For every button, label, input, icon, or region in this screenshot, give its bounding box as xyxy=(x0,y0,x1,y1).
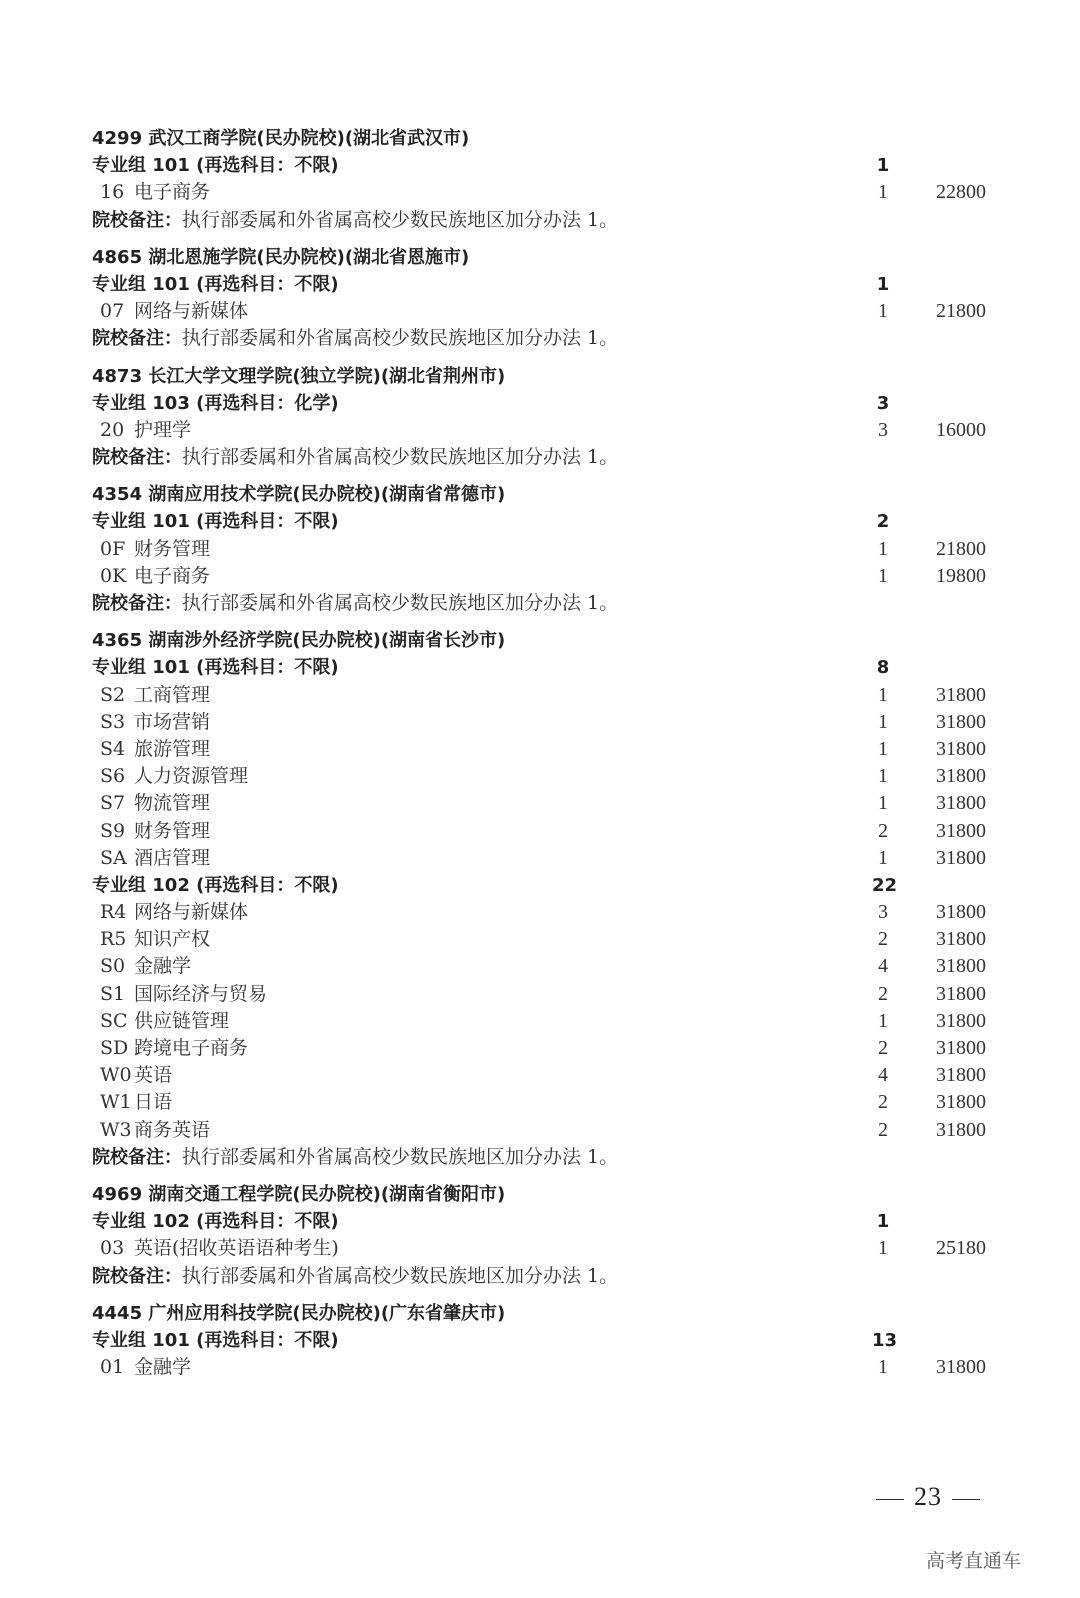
major-code: 03 xyxy=(100,1237,125,1260)
page-number-text: 23 xyxy=(914,1482,942,1511)
group-label: 专业组 101 (再选科目：不限) xyxy=(92,155,339,177)
major-plan-count: 1 xyxy=(878,1356,888,1379)
school-note xyxy=(92,1144,992,1171)
group-plan-count: 22 xyxy=(872,874,898,896)
major-code: 01 xyxy=(100,1356,125,1379)
major-tuition: 25180 xyxy=(936,1237,986,1260)
dash-right xyxy=(952,1499,980,1500)
major-plan-count: 2 xyxy=(878,1118,888,1141)
major-group-row xyxy=(92,271,992,298)
school-block xyxy=(92,627,992,1171)
watermark: 高考直通车 xyxy=(926,1550,1022,1572)
group-plan-count: 8 xyxy=(876,657,890,679)
major-tuition: 31800 xyxy=(936,792,986,815)
major-tuition: 31800 xyxy=(936,1064,986,1087)
major-plan-count: 1 xyxy=(878,792,888,815)
major-tuition: 22800 xyxy=(936,181,986,204)
major-name: 旅游管理 xyxy=(134,737,211,760)
school-note xyxy=(92,207,992,234)
school-block xyxy=(92,481,992,617)
major-plan-count: 1 xyxy=(878,537,888,560)
major-plan-count: 2 xyxy=(878,819,888,842)
group-label: 专业组 101 (再选科目：不限) xyxy=(92,657,339,679)
note-text: 执行部委属和外省属高校少数民族地区加分办法 1。 xyxy=(182,1145,619,1168)
major-name: 财务管理 xyxy=(134,537,211,560)
major-name: 日语 xyxy=(134,1091,173,1114)
note-label: 院校备注： xyxy=(92,209,182,231)
group-plan-count: 2 xyxy=(876,511,890,533)
major-tuition: 31800 xyxy=(936,683,986,706)
note-label: 院校备注： xyxy=(92,328,182,350)
major-row xyxy=(92,818,992,845)
major-tuition: 31800 xyxy=(936,955,986,978)
group-plan-count: 1 xyxy=(876,155,890,177)
school-note xyxy=(92,325,992,352)
major-code: W0 xyxy=(100,1064,132,1087)
major-tuition: 16000 xyxy=(936,418,986,441)
major-row xyxy=(92,736,992,763)
major-tuition: 21800 xyxy=(936,537,986,560)
major-code: S0 xyxy=(100,955,126,978)
note-text: 执行部委属和外省属高校少数民族地区加分办法 1。 xyxy=(182,592,619,614)
school-title: 4354 湖南应用技术学院(民办院校)(湖南省常德市) xyxy=(92,484,506,506)
major-row xyxy=(92,563,992,590)
major-tuition: 31800 xyxy=(936,1091,986,1114)
major-group-row xyxy=(92,1327,992,1354)
major-code: S9 xyxy=(100,819,126,842)
note-label: 院校备注： xyxy=(92,593,182,614)
major-plan-count: 1 xyxy=(878,564,888,587)
major-name: 英语 xyxy=(134,1064,173,1087)
major-tuition: 31800 xyxy=(936,846,986,869)
major-plan-count: 2 xyxy=(878,928,888,951)
major-group-row xyxy=(92,654,992,681)
major-name: 电子商务 xyxy=(134,564,211,587)
major-code: 0F xyxy=(100,537,126,560)
major-tuition: 31800 xyxy=(936,819,986,842)
major-name: 人力资源管理 xyxy=(134,765,249,788)
major-row xyxy=(92,1008,992,1035)
major-name: 网络与新媒体 xyxy=(134,901,249,924)
group-label: 专业组 101 (再选科目：不限) xyxy=(92,511,339,533)
note-text: 执行部委属和外省属高校少数民族地区加分办法 1。 xyxy=(182,1264,619,1287)
major-code: S1 xyxy=(100,982,126,1005)
major-name: 财务管理 xyxy=(134,819,211,842)
major-tuition: 31800 xyxy=(936,1037,986,1059)
school-note xyxy=(92,590,992,617)
major-row xyxy=(92,953,992,980)
major-code: S3 xyxy=(100,710,126,733)
dash-left xyxy=(876,1499,904,1500)
major-code: SA xyxy=(100,846,127,869)
major-row xyxy=(92,1117,992,1144)
school-title: 4365 湖南涉外经济学院(民办院校)(湖南省长沙市) xyxy=(92,630,506,652)
major-row xyxy=(92,417,992,444)
major-plan-count: 1 xyxy=(878,1009,888,1032)
major-row xyxy=(92,298,992,325)
major-row xyxy=(92,682,992,709)
major-plan-count: 1 xyxy=(878,683,888,706)
group-plan-count: 1 xyxy=(876,273,890,295)
major-code: SD xyxy=(100,1037,129,1059)
major-tuition: 31800 xyxy=(936,1118,986,1141)
note-label: 院校备注： xyxy=(92,1146,182,1168)
major-name: 物流管理 xyxy=(134,792,211,815)
note-text: 执行部委属和外省属高校少数民族地区加分办法 1。 xyxy=(182,446,619,469)
major-code: SC xyxy=(100,1009,128,1032)
major-row xyxy=(92,1089,992,1116)
note-label: 院校备注： xyxy=(92,447,182,469)
major-name: 金融学 xyxy=(134,1356,192,1379)
major-row xyxy=(92,790,992,817)
major-code: S6 xyxy=(100,765,126,788)
major-name: 网络与新媒体 xyxy=(134,300,249,323)
group-label: 专业组 101 (再选科目：不限) xyxy=(92,273,339,295)
note-label: 院校备注： xyxy=(92,1265,182,1287)
major-tuition: 31800 xyxy=(936,765,986,788)
major-tuition: 31800 xyxy=(936,710,986,733)
major-plan-count: 1 xyxy=(878,765,888,788)
school-block xyxy=(92,363,992,472)
major-plan-count: 2 xyxy=(878,1091,888,1114)
school-note xyxy=(92,444,992,471)
major-row xyxy=(92,981,992,1008)
major-tuition: 31800 xyxy=(936,901,986,924)
group-label: 专业组 103 (再选科目：化学) xyxy=(92,392,339,414)
major-row xyxy=(92,1354,992,1381)
major-code: R5 xyxy=(100,928,127,951)
major-row xyxy=(92,926,992,953)
major-name: 市场营销 xyxy=(134,710,211,733)
major-tuition: 31800 xyxy=(936,982,986,1005)
page-number xyxy=(866,1482,990,1512)
major-code: 16 xyxy=(100,181,125,204)
major-name: 供应链管理 xyxy=(134,1009,230,1032)
major-name: 跨境电子商务 xyxy=(134,1037,249,1059)
school-title: 4299 武汉工商学院(民办院校)(湖北省武汉市) xyxy=(92,128,470,149)
major-row xyxy=(92,179,992,206)
major-name: 国际经济与贸易 xyxy=(134,982,268,1005)
group-label: 专业组 102 (再选科目：不限) xyxy=(92,874,339,896)
major-plan-count: 4 xyxy=(878,955,888,978)
major-row xyxy=(92,845,992,872)
major-name: 酒店管理 xyxy=(134,846,211,869)
major-code: S2 xyxy=(100,683,126,706)
major-name: 知识产权 xyxy=(134,928,211,951)
major-plan-count: 2 xyxy=(878,1037,888,1059)
major-row xyxy=(92,763,992,790)
major-row xyxy=(92,1062,992,1089)
major-name: 金融学 xyxy=(134,955,192,978)
major-plan-count: 1 xyxy=(878,181,888,204)
major-group-row xyxy=(92,152,992,179)
major-tuition: 31800 xyxy=(936,737,986,760)
major-row xyxy=(92,1035,992,1062)
school-title: 4969 湖南交通工程学院(民办院校)(湖南省衡阳市) xyxy=(92,1183,506,1205)
major-code: S7 xyxy=(100,792,126,815)
major-code: W3 xyxy=(100,1118,132,1141)
major-name: 护理学 xyxy=(134,418,192,441)
major-tuition: 21800 xyxy=(936,300,986,323)
major-code: S4 xyxy=(100,737,126,760)
major-plan-count: 1 xyxy=(878,300,888,323)
note-text: 执行部委属和外省属高校少数民族地区加分办法 1。 xyxy=(182,208,619,231)
school-block xyxy=(92,125,992,234)
group-label: 专业组 101 (再选科目：不限) xyxy=(92,1329,339,1351)
major-name: 商务英语 xyxy=(134,1118,211,1141)
major-name: 电子商务 xyxy=(134,181,211,204)
major-code: W1 xyxy=(100,1091,132,1114)
group-plan-count: 13 xyxy=(872,1329,898,1351)
major-row xyxy=(92,1235,992,1262)
major-row xyxy=(92,709,992,736)
major-code: 0K xyxy=(100,564,127,587)
major-code: R4 xyxy=(100,901,127,924)
major-tuition: 31800 xyxy=(936,928,986,951)
major-name: 工商管理 xyxy=(134,683,211,706)
major-plan-count: 4 xyxy=(878,1064,888,1087)
major-group-row xyxy=(92,390,992,417)
major-plan-count: 3 xyxy=(878,418,888,441)
major-code: 20 xyxy=(100,418,125,441)
group-plan-count: 3 xyxy=(876,392,890,414)
major-tuition: 19800 xyxy=(936,564,986,587)
school-note xyxy=(92,1263,992,1290)
note-text: 执行部委属和外省属高校少数民族地区加分办法 1。 xyxy=(182,327,619,350)
major-plan-count: 1 xyxy=(878,846,888,869)
school-block xyxy=(92,1181,992,1290)
major-tuition: 31800 xyxy=(936,1009,986,1032)
school-block xyxy=(92,1300,992,1382)
major-group-row xyxy=(92,872,992,899)
group-plan-count: 1 xyxy=(876,1211,890,1233)
major-name: 英语(招收英语语种考生) xyxy=(134,1237,339,1260)
group-label: 专业组 102 (再选科目：不限) xyxy=(92,1211,339,1233)
school-title: 4865 湖北恩施学院(民办院校)(湖北省恩施市) xyxy=(92,246,470,268)
school-title: 4445 广州应用科技学院(民办院校)(广东省肇庆市) xyxy=(92,1302,506,1324)
school-block xyxy=(92,244,992,353)
major-plan-count: 1 xyxy=(878,1237,888,1260)
major-code: 07 xyxy=(100,300,125,323)
major-plan-count: 1 xyxy=(878,710,888,733)
major-group-row xyxy=(92,508,992,535)
admissions-list xyxy=(92,125,992,1391)
major-row xyxy=(92,899,992,926)
major-group-row xyxy=(92,1208,992,1235)
school-title: 4873 长江大学文理学院(独立学院)(湖北省荆州市) xyxy=(92,365,506,387)
major-row xyxy=(92,536,992,563)
major-plan-count: 3 xyxy=(878,901,888,924)
major-plan-count: 2 xyxy=(878,982,888,1005)
major-tuition: 31800 xyxy=(936,1356,986,1379)
major-plan-count: 1 xyxy=(878,737,888,760)
